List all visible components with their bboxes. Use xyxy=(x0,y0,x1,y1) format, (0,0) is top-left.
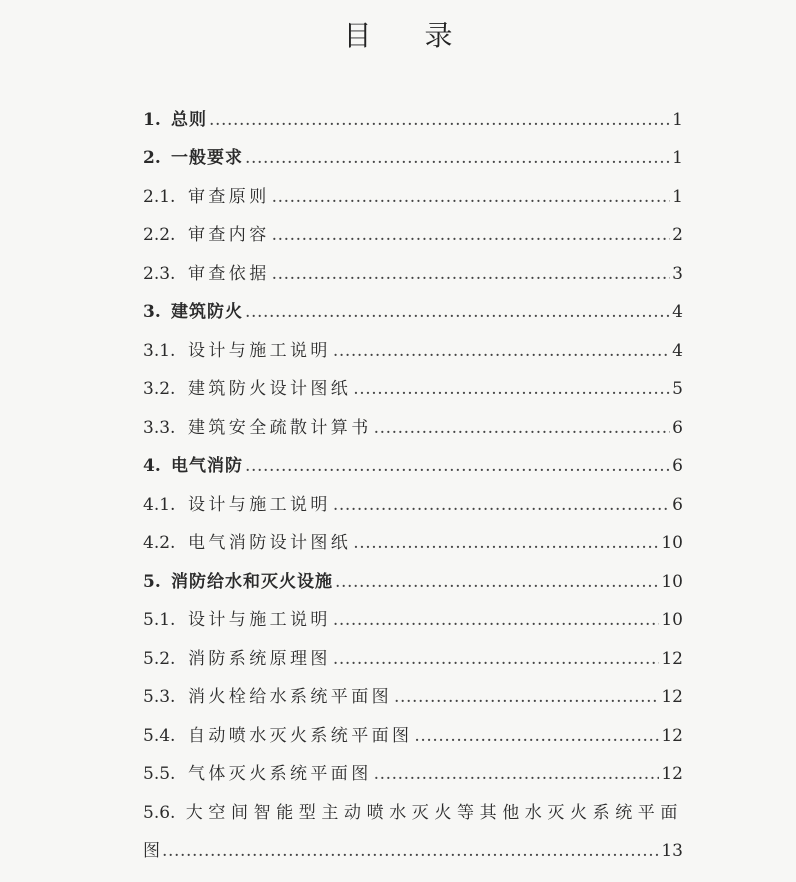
toc-entry-number: 5.2. xyxy=(143,648,176,669)
toc-entry[interactable] xyxy=(143,516,683,555)
toc-entry[interactable] xyxy=(143,92,683,131)
toc-entry-label: 大空间智能型主动喷水灭火等其他水灭火系统平面 xyxy=(185,802,683,823)
toc-entry-page: 12 xyxy=(661,764,683,784)
toc-entry-page: 4 xyxy=(672,340,683,361)
toc-entry-label: 总则 xyxy=(171,109,207,130)
leader-dots xyxy=(272,263,671,285)
toc-entry-label: 设计与施工说明 xyxy=(188,340,331,361)
toc-entry[interactable] xyxy=(143,747,683,786)
toc-entry-number: 5.4. xyxy=(143,725,176,746)
toc-entry-label: 建筑防火 xyxy=(171,302,243,322)
toc-entry-page: 10 xyxy=(661,571,683,592)
toc-entry-label: 审查内容 xyxy=(188,225,270,245)
toc-entry-label: 设计与施工说明 xyxy=(188,494,331,515)
leader-dots xyxy=(333,609,660,631)
toc-entry-label: 设计与施工说明 xyxy=(188,610,331,630)
toc-entry-number: 1. xyxy=(143,109,161,130)
toc-entry-number: 5.3. xyxy=(143,687,176,707)
leader-dots xyxy=(245,301,670,323)
toc-entry-page: 12 xyxy=(661,648,683,669)
toc-entry-number: 2.3. xyxy=(143,263,176,284)
toc-entry-label: 自动喷水灭火系统平面图 xyxy=(188,725,413,746)
toc-entry[interactable] xyxy=(143,169,683,208)
toc-entry-number: 4.1. xyxy=(143,494,176,515)
leader-dots xyxy=(353,532,659,554)
toc-entry-page: 6 xyxy=(672,494,683,515)
toc-entry[interactable] xyxy=(143,477,683,516)
toc-entry[interactable] xyxy=(143,631,683,670)
toc-entry-page: 1 xyxy=(672,109,683,130)
toc-entry-number: 3. xyxy=(143,302,161,322)
toc-entry-page: 4 xyxy=(672,302,683,322)
toc-entry[interactable] xyxy=(143,670,683,709)
toc-entry-label: 消火栓给水系统平面图 xyxy=(188,687,392,707)
toc-entry-label: 电气消防 xyxy=(171,456,243,476)
toc-entry-number: 3.3. xyxy=(143,417,176,438)
toc-entry[interactable] xyxy=(143,323,683,362)
leader-dots xyxy=(162,840,659,862)
toc-entry-page: 6 xyxy=(672,417,683,438)
toc-entry[interactable] xyxy=(143,593,683,632)
toc-entry-page: 1 xyxy=(672,186,683,207)
toc-entry-page: 10 xyxy=(661,533,683,553)
toc-entry[interactable] xyxy=(143,400,683,439)
toc-entry[interactable] xyxy=(143,246,683,285)
toc-entry-number: 4. xyxy=(143,456,161,476)
toc-entry[interactable] xyxy=(143,439,683,478)
toc-entry-number: 5.6. xyxy=(143,802,176,823)
toc-entry-label: 消防系统原理图 xyxy=(188,648,331,669)
leader-dots xyxy=(333,340,670,362)
toc-entry-label: 审查依据 xyxy=(188,263,270,284)
page-title: 目 录 xyxy=(343,19,475,52)
toc-entry-number: 4.2. xyxy=(143,533,176,553)
toc-entry-label-continued: 图 xyxy=(143,841,160,861)
leader-dots xyxy=(245,147,670,169)
leader-dots xyxy=(374,417,671,439)
toc-entry-wrapped-second-line[interactable] xyxy=(143,824,683,863)
toc-entry-page: 2 xyxy=(672,225,683,245)
toc-entry-number: 5.1. xyxy=(143,610,176,630)
toc-entry-page: 13 xyxy=(661,841,683,861)
leader-dots xyxy=(245,455,670,477)
toc-entry-number: 5. xyxy=(143,571,161,592)
toc-entry-page: 6 xyxy=(672,456,683,476)
toc-entry[interactable] xyxy=(143,362,683,401)
toc-entry-page: 1 xyxy=(672,148,683,168)
toc-entry-number: 2.1. xyxy=(143,186,176,207)
toc-entry-label: 一般要求 xyxy=(171,148,243,168)
leader-dots xyxy=(333,494,670,516)
toc-entry[interactable] xyxy=(143,285,683,324)
toc-entry[interactable] xyxy=(143,208,683,247)
toc-entry[interactable] xyxy=(143,131,683,170)
toc-entry-label: 消防给水和灭火设施 xyxy=(171,571,333,592)
toc-entry-number: 3.1. xyxy=(143,340,176,361)
leader-dots xyxy=(209,109,670,131)
toc-entry-label: 审查原则 xyxy=(188,186,270,207)
leader-dots xyxy=(414,725,659,747)
toc-entry-number: 2.2. xyxy=(143,225,176,245)
leader-dots xyxy=(394,686,659,708)
toc-entry-page: 12 xyxy=(661,687,683,707)
toc-entry-label: 建筑安全疏散计算书 xyxy=(188,417,372,438)
toc-entry-page: 3 xyxy=(672,263,683,284)
leader-dots xyxy=(272,224,671,246)
leader-dots xyxy=(335,571,659,593)
leader-dots xyxy=(353,378,670,400)
leader-dots xyxy=(333,648,660,670)
toc-entry-page: 10 xyxy=(661,610,683,630)
leader-dots xyxy=(272,186,671,208)
toc-entry-number: 5.5. xyxy=(143,764,176,784)
toc-entry-label: 气体灭火系统平面图 xyxy=(188,764,372,784)
toc-entry-page: 5 xyxy=(672,379,683,399)
leader-dots xyxy=(374,763,660,785)
table-of-contents xyxy=(143,92,683,862)
toc-entry-page: 12 xyxy=(661,725,683,746)
toc-entry[interactable] xyxy=(143,554,683,593)
toc-entry-number: 2. xyxy=(143,148,161,168)
toc-entry-wrapped-first-line[interactable] xyxy=(143,785,683,824)
toc-entry-label: 建筑防火设计图纸 xyxy=(188,379,352,399)
toc-entry-number: 3.2. xyxy=(143,379,176,399)
toc-entry[interactable] xyxy=(143,708,683,747)
toc-entry-label: 电气消防设计图纸 xyxy=(188,533,352,553)
